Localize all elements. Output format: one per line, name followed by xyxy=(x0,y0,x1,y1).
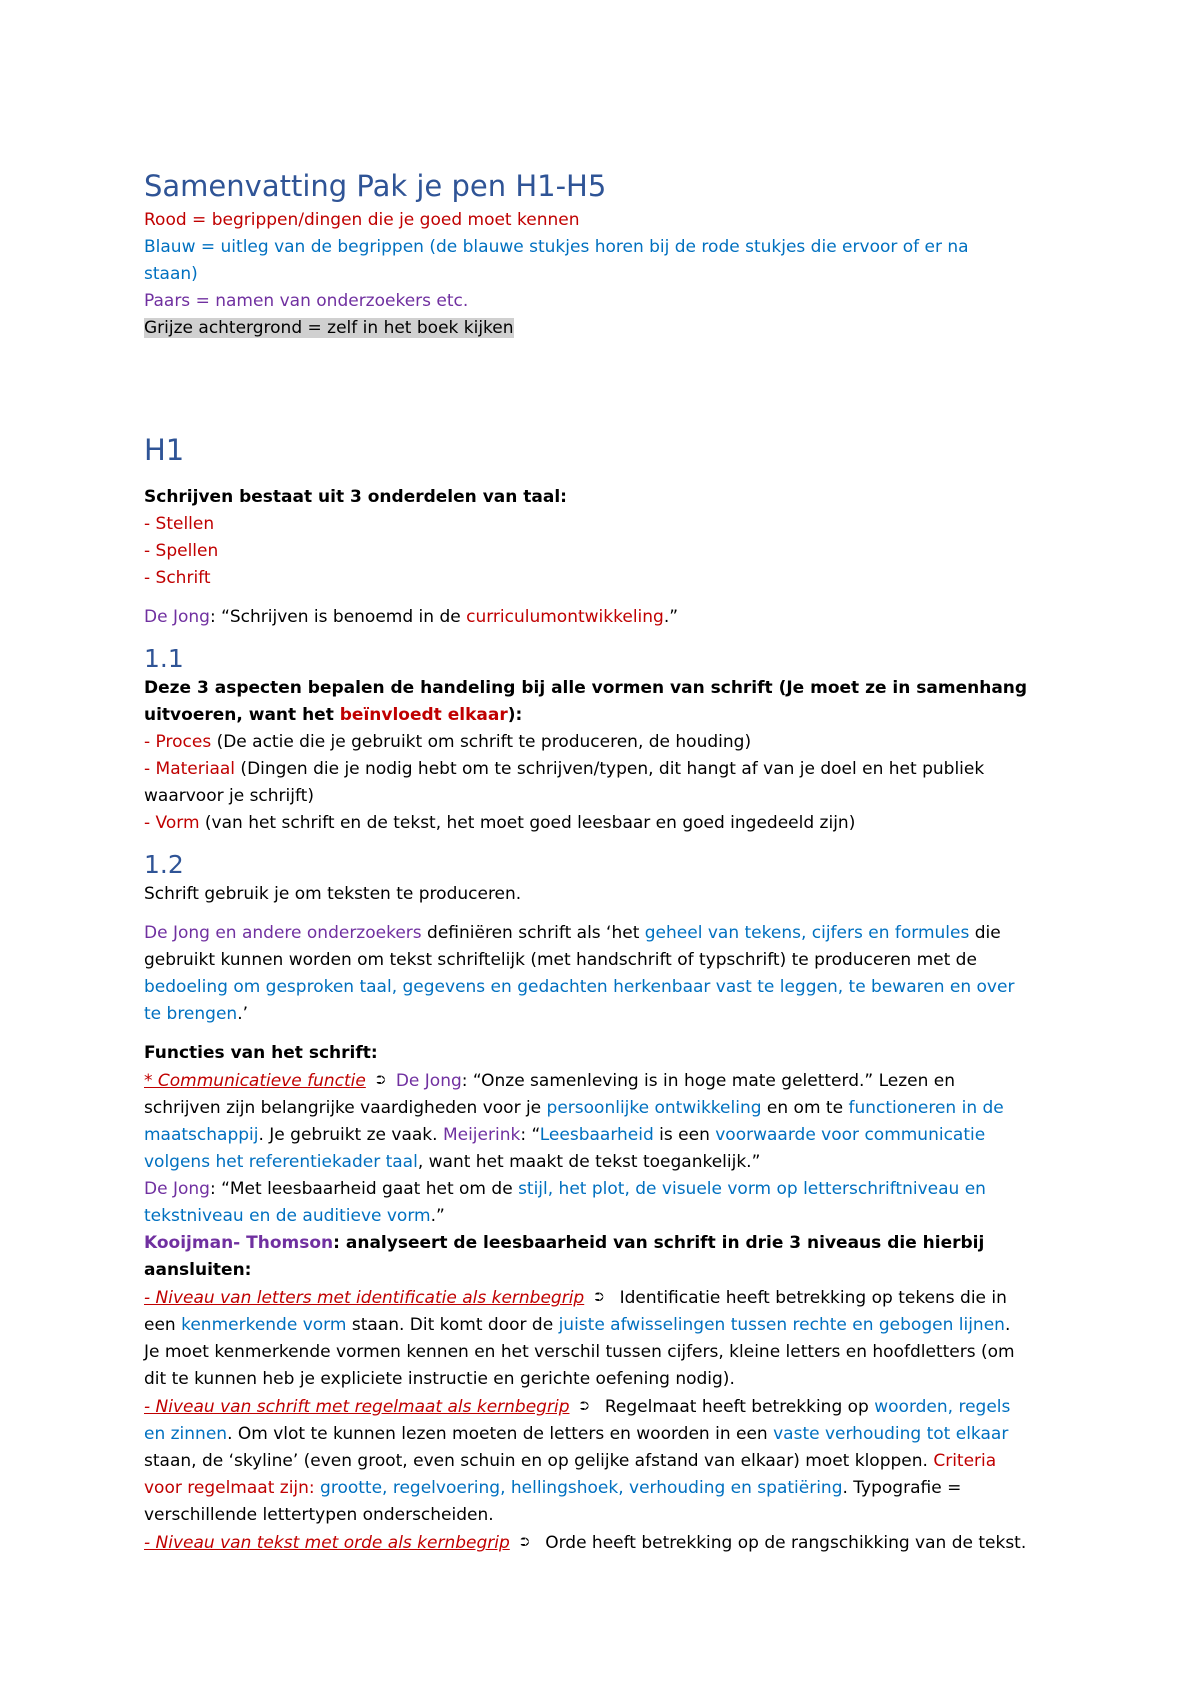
s11-vorm xyxy=(144,810,1080,837)
text: .” xyxy=(430,1206,445,1226)
h1-intro: Schrijven bestaat uit 3 onderdelen van taal: xyxy=(144,487,567,507)
comm-line-1 xyxy=(144,1067,1080,1095)
n1-line-2 xyxy=(144,1312,1080,1339)
term: - Niveau van tekst met orde als kernbegrip xyxy=(144,1533,510,1553)
text: uitvoeren, want het xyxy=(144,705,340,725)
legend-grey-line xyxy=(144,315,1080,342)
s11-materiaal-2: waarvoor je schrijft) xyxy=(144,786,314,806)
s12-def-2: gebruikt kunnen worden om tekst schriftelijk (met handschrift of typschrift) te produceren met de xyxy=(144,950,977,970)
spacer xyxy=(144,342,1080,432)
explanation: functioneren in de xyxy=(848,1098,1004,1118)
text: : “Onze samenleving is in hoge mate geletterd.” Lezen en xyxy=(461,1071,956,1091)
n2-line-1 xyxy=(144,1393,1080,1421)
comm-line-4 xyxy=(144,1149,1080,1176)
explanation: grootte, regelvoering, hellingshoek, verhouding en spatiëring xyxy=(314,1478,843,1498)
legend-red: Rood = begrippen/dingen die je goed moet kennen xyxy=(144,210,580,230)
researcher-name: Kooijman- Thomson xyxy=(144,1233,334,1253)
s11-intro-b xyxy=(144,702,1080,729)
researcher-name: De Jong en andere onderzoekers xyxy=(144,923,422,943)
functions-heading: Functies van het schrift: xyxy=(144,1043,378,1063)
arrow-icon: ⮊ xyxy=(520,1535,530,1549)
explanation: stijl, het plot, de visuele vorm op letterschriftniveau en xyxy=(518,1179,986,1199)
h1-item-stellen: - Stellen xyxy=(144,514,215,534)
n1-line-4: dit te kunnen heb je expliciete instructie en gerichte oefening nodig). xyxy=(144,1369,735,1389)
text: , want het maakt de tekst toegankelijk.” xyxy=(417,1152,761,1172)
n2-line-4 xyxy=(144,1475,1080,1502)
heading-h1: H1 xyxy=(144,433,185,467)
explanation: geheel van tekens, cijfers en formules xyxy=(644,923,970,943)
n2-line-5: verschillende lettertypen onderscheiden. xyxy=(144,1505,494,1525)
explanation: voorwaarde voor communicatie xyxy=(715,1125,986,1145)
spacer xyxy=(144,908,1080,920)
explanation: en zinnen xyxy=(144,1424,228,1444)
term: - Niveau van letters met identificatie als kernbegrip xyxy=(144,1288,585,1308)
text: ): xyxy=(507,705,523,725)
text: staan. Dit komt door de xyxy=(346,1315,559,1335)
spacer xyxy=(144,837,1080,849)
n1-line-1 xyxy=(144,1284,1080,1312)
h1-item-schrift: - Schrift xyxy=(144,568,211,588)
text: die xyxy=(969,923,1001,943)
document-title: Samenvatting Pak je pen H1-H5 xyxy=(144,169,607,203)
spacer xyxy=(144,1028,1080,1040)
term-curriculum: curriculumontwikkeling xyxy=(466,607,664,627)
s12-line1: Schrift gebruik je om teksten te produceren. xyxy=(144,884,522,904)
term: voor regelmaat zijn: xyxy=(144,1478,315,1498)
s11-proces xyxy=(144,729,1080,756)
text: Identificatie heeft betrekking op tekens die in xyxy=(614,1288,1007,1308)
term: Criteria xyxy=(933,1451,997,1471)
s12-def-4 xyxy=(144,1001,1080,1028)
text: (Dingen die je nodig hebt om te schrijven/typen, dit hangt af van je doel en het publiek xyxy=(235,759,985,779)
text: . Om vlot te kunnen lezen moeten de letters en woorden in een xyxy=(227,1424,774,1444)
n3-line-1 xyxy=(144,1529,1080,1557)
term: * Communicatieve functie xyxy=(144,1071,366,1091)
text: Orde heeft betrekking op de rangschikking van de tekst. xyxy=(539,1533,1027,1553)
s11-intro-a: Deze 3 aspecten bepalen de handeling bij alle vormen van schrift (Je moet ze in samenhang xyxy=(144,678,1028,698)
text: een xyxy=(144,1315,182,1335)
heading-1-1: 1.1 xyxy=(144,644,184,673)
explanation: persoonlijke ontwikkeling xyxy=(546,1098,762,1118)
term: - Niveau van schrift met regelmaat als kernbegrip xyxy=(144,1397,570,1417)
explanation: tekstniveau en de auditieve vorm xyxy=(144,1206,431,1226)
spacer xyxy=(144,631,1080,643)
legend-blue-line2: staan) xyxy=(144,264,198,284)
dejong-line-2 xyxy=(144,1203,1080,1230)
explanation: kenmerkende vorm xyxy=(181,1315,347,1335)
text: definiëren schrift als ‘het xyxy=(421,923,645,943)
text: : “ xyxy=(520,1125,540,1145)
explanation: te brengen xyxy=(144,1004,238,1024)
term: - Vorm xyxy=(144,813,200,833)
text: .’ xyxy=(237,1004,249,1024)
text: : analyseert de leesbaarheid van schrift in drie 3 niveaus die hierbij aansluiten: xyxy=(144,1233,985,1280)
dejong-line-1 xyxy=(144,1176,1080,1203)
h1-item-spellen: - Spellen xyxy=(144,541,219,561)
comm-line-2 xyxy=(144,1095,1080,1122)
text: schrijven zijn belangrijke vaardigheden voor je xyxy=(144,1098,547,1118)
spacer xyxy=(144,468,1080,484)
arrow-icon: ⮊ xyxy=(376,1073,386,1087)
term: - Materiaal xyxy=(144,759,236,779)
researcher-name: De Jong xyxy=(144,607,210,627)
n2-line-2 xyxy=(144,1421,1080,1448)
legend-blue-line1: Blauw = uitleg van de begrippen (de blauwe stukjes horen bij de rode stukjes die ervoor of er na xyxy=(144,237,969,257)
legend-grey: Grijze achtergrond = zelf in het boek kijken xyxy=(144,318,514,338)
text: (van het schrift en de tekst, het moet goed leesbaar en goed ingedeeld zijn) xyxy=(199,813,856,833)
text: staan, de ‘skyline’ (even groot, even schuin en op gelijke afstand van elkaar) moet kloppen. xyxy=(144,1451,934,1471)
quote-text: : “Schrijven is benoemd in de xyxy=(209,607,467,627)
term: beïnvloedt elkaar xyxy=(339,705,508,725)
heading-1-2: 1.2 xyxy=(144,850,184,879)
n2-line-3 xyxy=(144,1448,1080,1475)
spacer xyxy=(144,592,1080,604)
text: . Typografie = xyxy=(842,1478,962,1498)
text: en om te xyxy=(761,1098,849,1118)
text: : “Met leesbaarheid gaat het om de xyxy=(209,1179,519,1199)
text: Regelmaat heeft betrekking op xyxy=(599,1397,875,1417)
explanation: vaste verhouding tot elkaar xyxy=(773,1424,1009,1444)
comm-line-3 xyxy=(144,1122,1080,1149)
arrow-icon: ⮊ xyxy=(579,1399,590,1413)
text: . xyxy=(1004,1315,1011,1335)
explanation: maatschappij xyxy=(144,1125,259,1145)
researcher-name: De Jong xyxy=(395,1071,462,1091)
explanation: volgens het referentiekader taal xyxy=(144,1152,418,1172)
s11-materiaal xyxy=(144,756,1080,783)
kt-line xyxy=(144,1230,1080,1284)
term: - Proces xyxy=(144,732,212,752)
legend-purple: Paars = namen van onderzoekers etc. xyxy=(144,291,469,311)
s12-def-1 xyxy=(144,920,1080,947)
researcher-name: De Jong xyxy=(144,1179,210,1199)
h1-quote xyxy=(144,604,1080,631)
s12-def-3: bedoeling om gesproken taal, gegevens en gedachten herkenbaar vast te leggen, te bewaren en over xyxy=(144,977,1015,997)
explanation: woorden, regels xyxy=(874,1397,1011,1417)
explanation: juiste afwisselingen tussen rechte en gebogen lijnen xyxy=(558,1315,1005,1335)
text: is een xyxy=(653,1125,716,1145)
researcher-name: Meijerink xyxy=(442,1125,521,1145)
arrow-icon: ⮊ xyxy=(594,1290,604,1304)
n1-line-3: Je moet kenmerkende vormen kennen en het verschil tussen cijfers, kleine letters en hoofdletters (om xyxy=(144,1342,1015,1362)
explanation: Leesbaarheid xyxy=(539,1125,654,1145)
text: . Je gebruikt ze vaak. xyxy=(258,1125,443,1145)
text: (De actie die je gebruikt om schrift te produceren, de houding) xyxy=(211,732,752,752)
quote-end: .” xyxy=(663,607,679,627)
